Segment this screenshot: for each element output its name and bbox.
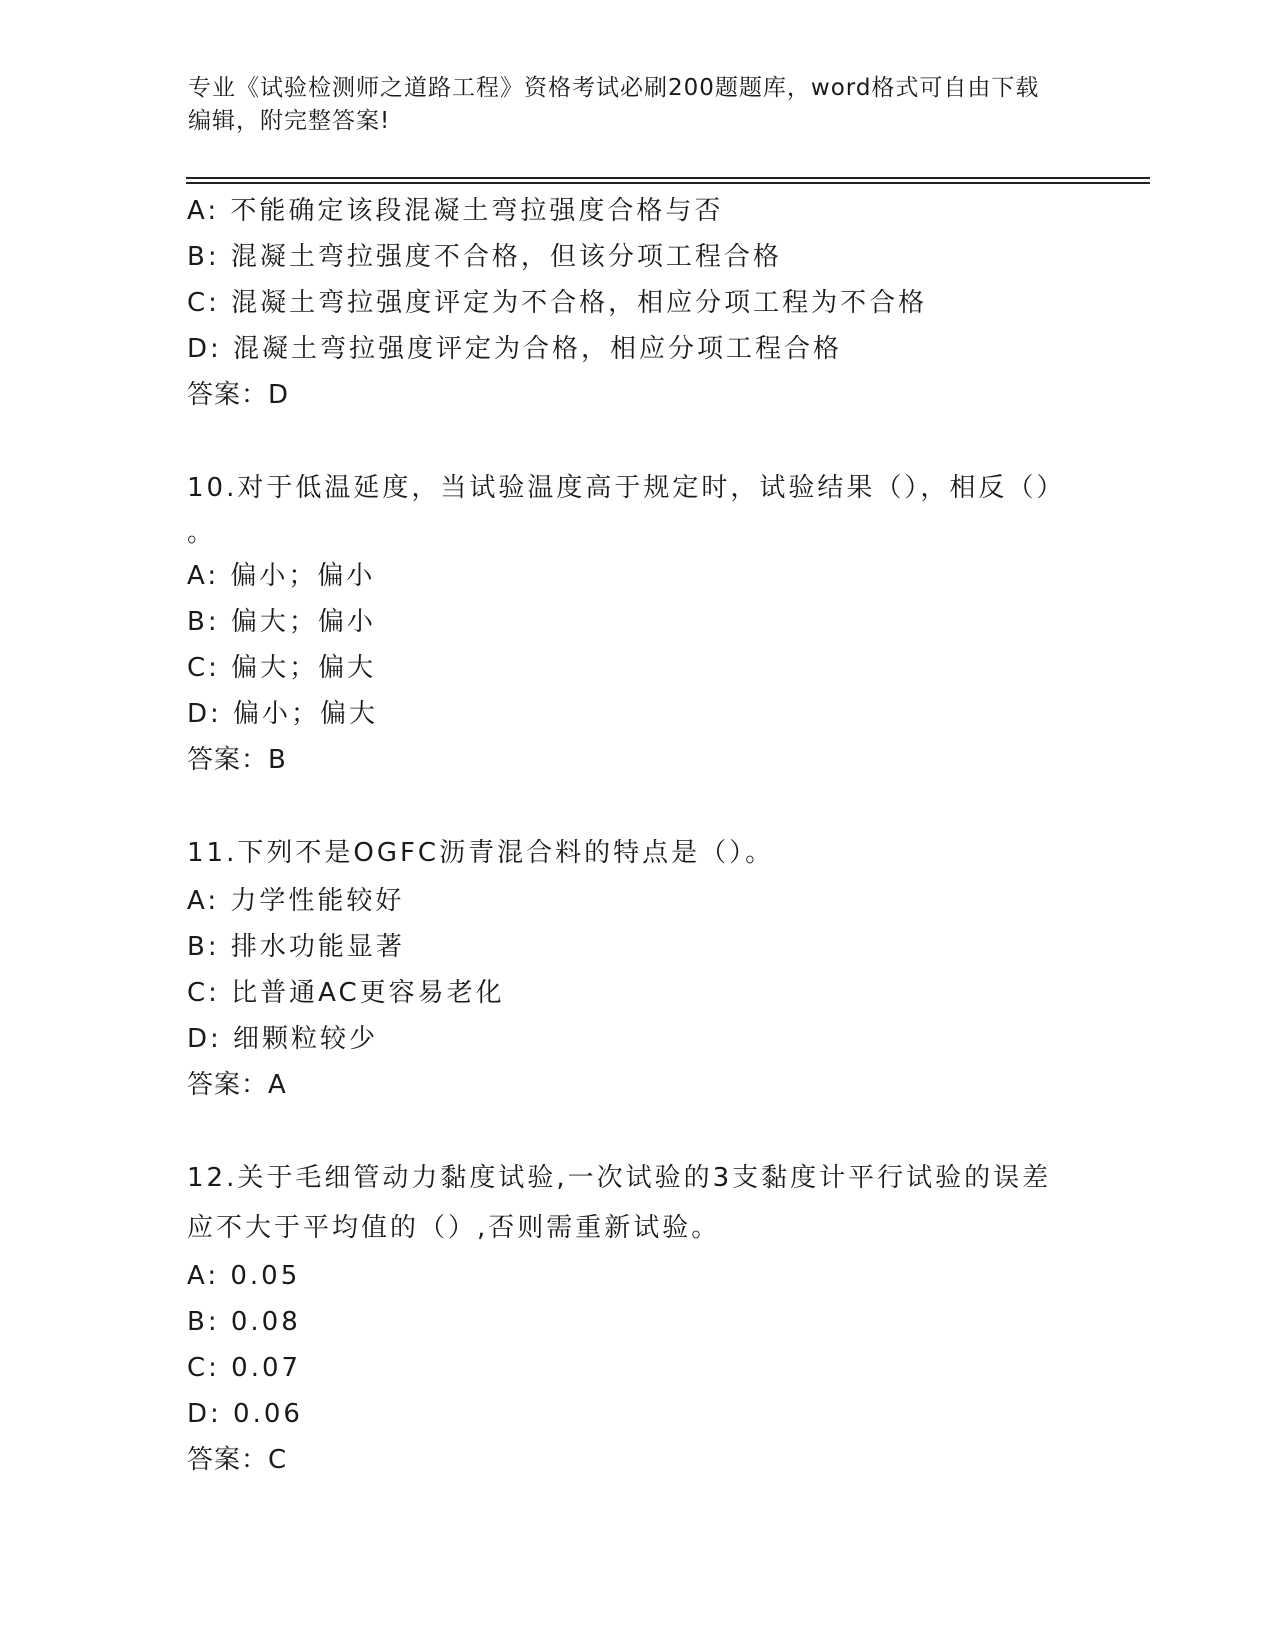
question-9-option-a: A: 不能确定该段混凝土弯拉强度合格与否 [187,196,724,226]
spacer [187,418,1067,463]
question-11-block [187,828,1067,1108]
question-10-option-b: B: 偏大；偏小 [187,607,376,637]
question-9-answer: 答案：D [187,380,290,410]
question-12-option-d: D: 0.06 [187,1399,303,1429]
question-10-stem-continued: 。 [187,518,217,548]
header-title-line-2: 编辑，附完整答案! [188,108,391,134]
question-10-block [187,463,1067,783]
question-12-option-b: B: 0.08 [187,1307,301,1337]
question-12-block [187,1153,1067,1483]
question-10-answer: 答案：B [187,745,287,775]
question-12-stem-continued: 应不大于平均值的（）,否则需重新试验。 [187,1213,721,1243]
question-10-option-a: A: 偏小；偏小 [187,561,376,591]
question-11-option-d: D: 细颗粒较少 [187,1024,379,1054]
question-10-option-c: C: 偏大；偏大 [187,653,377,683]
question-10-option-d: D: 偏小；偏大 [187,699,379,729]
question-12-option-c: C: 0.07 [187,1353,302,1383]
question-list [187,188,1067,1483]
question-11-option-b: B: 排水功能显著 [187,932,405,962]
question-9-option-d: D: 混凝土弯拉强度评定为合格，相应分项工程合格 [187,334,843,364]
question-9-block [187,188,1067,418]
question-11-option-a: A: 力学性能较好 [187,886,405,916]
spacer [187,1108,1067,1153]
question-9-option-b: B: 混凝土弯拉强度不合格，但该分项工程合格 [187,242,782,272]
question-12-answer: 答案：C [187,1445,288,1475]
document-header [188,72,1068,138]
spacer [187,783,1067,828]
question-10-stem: 10.对于低温延度，当试验温度高于规定时，试验结果（），相反（） [187,473,1066,503]
header-divider-bottom [186,182,1150,184]
question-11-stem: 11.下列不是OGFC沥青混合料的特点是（）。 [187,838,775,868]
question-12-stem: 12.关于毛细管动力黏度试验,一次试验的3支黏度计平行试验的误差 [187,1163,1052,1193]
header-title-line-1: 专业《试验检测师之道路工程》资格考试必刷200题题库，word格式可自由下载 [188,75,1040,101]
header-divider-top [186,177,1150,179]
question-11-option-c: C: 比普通AC更容易老化 [187,978,505,1008]
question-11-answer: 答案：A [187,1070,287,1100]
question-12-option-a: A: 0.05 [187,1261,301,1291]
question-9-option-c: C: 混凝土弯拉强度评定为不合格，相应分项工程为不合格 [187,288,928,318]
